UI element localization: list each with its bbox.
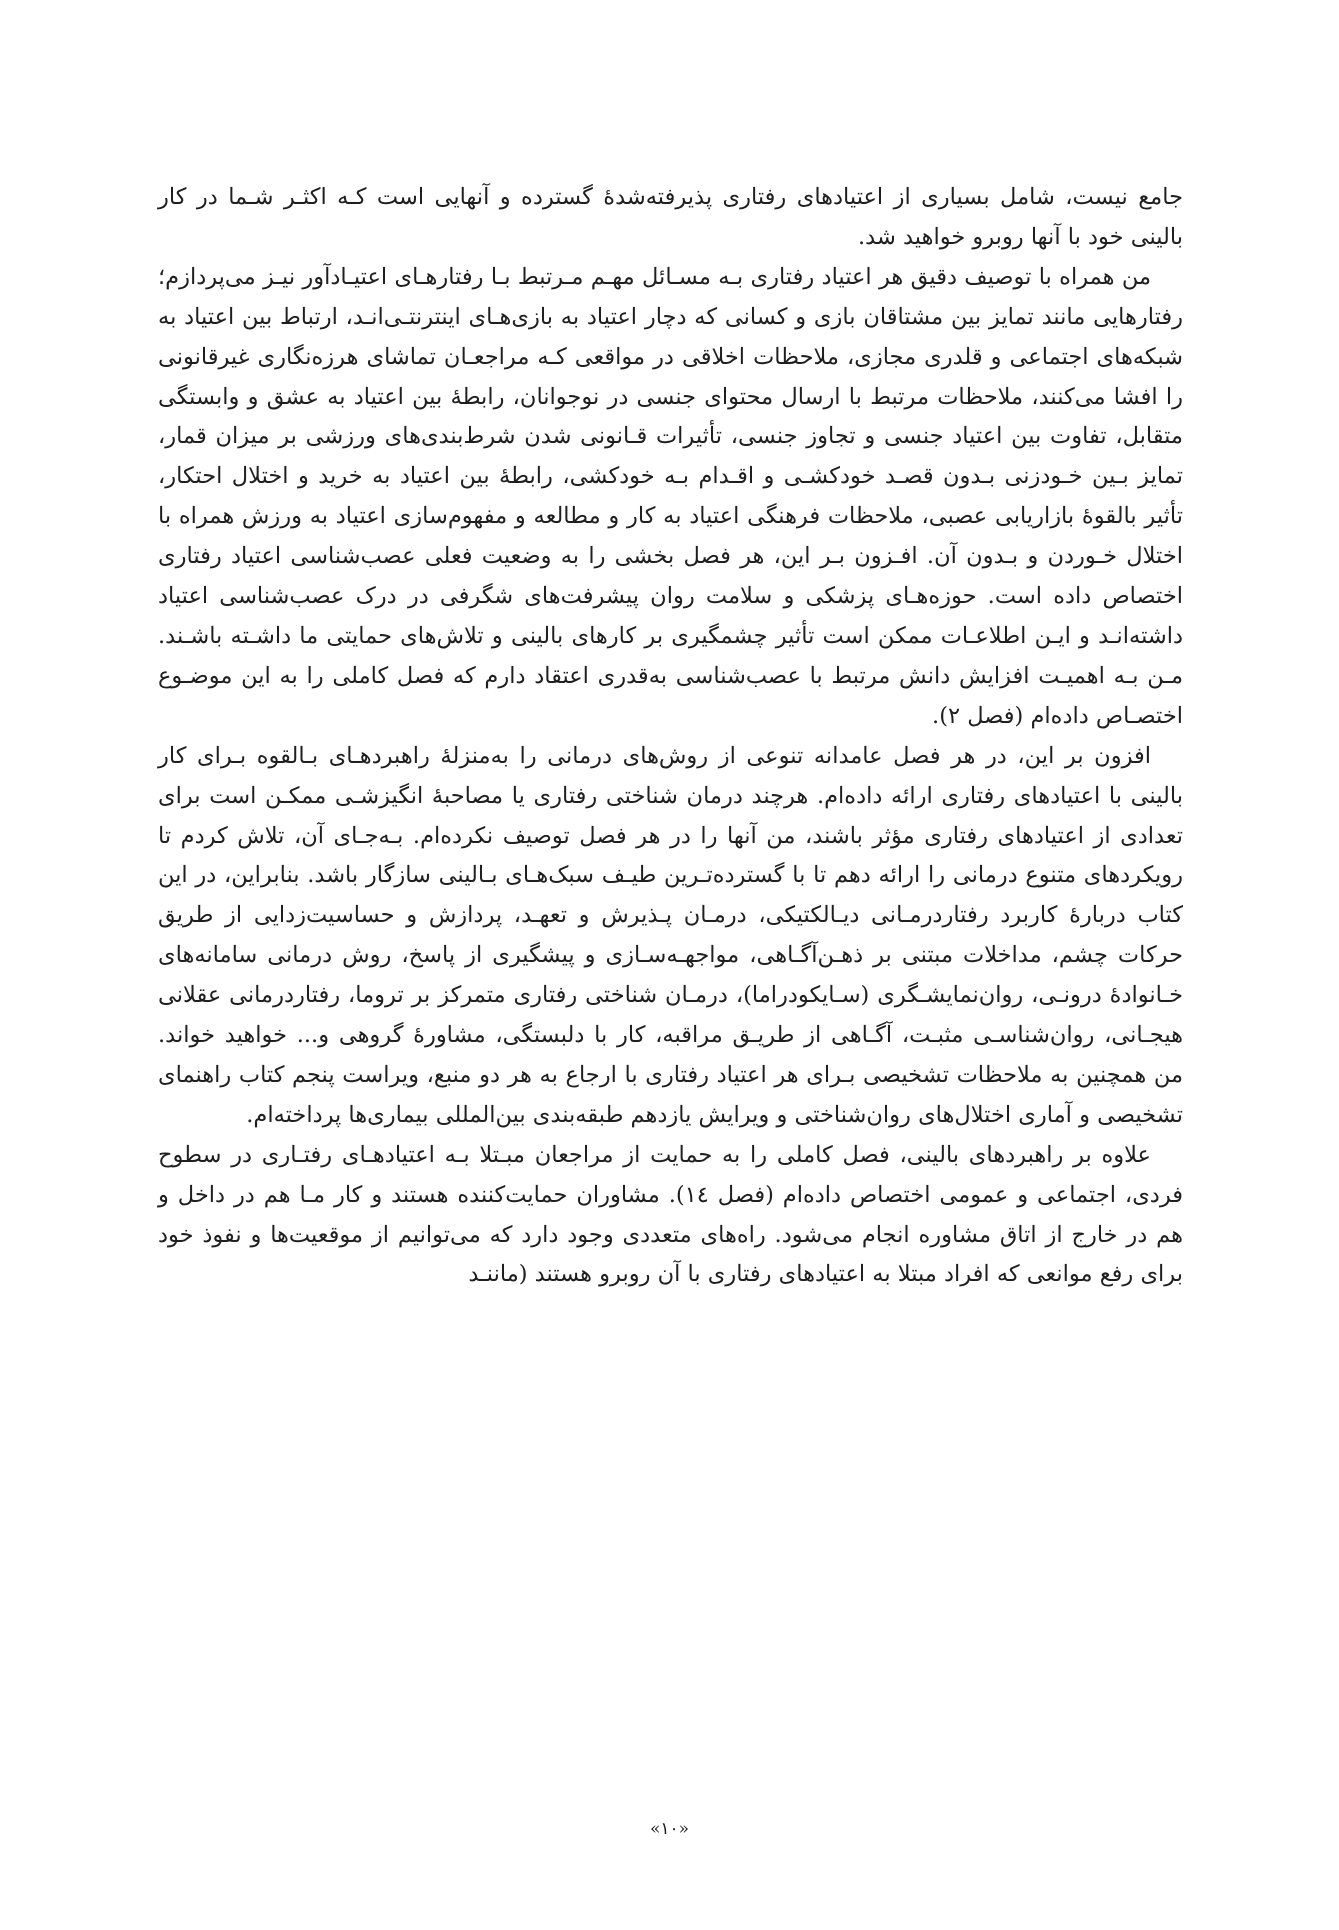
paragraph-treatment-methods: افزون بر این، در هر فصل عامدانه تنوعی از روش‌های درمانی را به‌منزلهٔ راهبردهـای بـالقوه بـرای کار بالینی با اعتیادهای رفتاری ارائه داده‌ام. هرچند درمان شناختی رفتاری یا مصاحبهٔ انگیزشـی ممکـن است برای تعدادی از اعتیادهای رفتاری مؤثر باشند، من آنها را در هر فصل توصیف نکرده‌ام. بـه‌جـای آن، تلاش کردم تا رویکردهای متنوع درمانی را ارائه دهم تا با گسترده‌تـرین طیـف سبک‌هـای بـالینی سازگار باشد. بنابراین، در این کتاب دربارهٔ کاربرد رفتاردرمـانی دیـالکتیکی، درمـان پـذیرش و تعهـد، پردازش و حساسیت‌زدایی از طریق حرکات چشم، مداخلات مبتنی بر ذهـن‌آگـاهی، مواجهـه‌سـازی و پیشگیری از پاسخ، روش درمانی سامانه‌های خـانوادهٔ درونـی، روان‌نمایشـگری (سـایکودراما)، درمـان شناختی رفتاری متمرکز بر تروما، رفتاردرمانی عقلانی هیجـانی، روان‌شناسـی مثبـت، آگـاهی از طریـق مراقبه، کار با دلبستگی، مشاورهٔ گروهی و... خواهید خواند. من همچنین به ملاحظات تشخیصی بـرای هر اعتیاد رفتاری با ارجاع به هر دو منبع، ویراست پنجم کتاب راهنمای تشخیصی و آماری اختلال‌های روان‌شناختی و ویرایش یازدهم طبقه‌بندی بین‌المللی بیماری‌ها پرداخته‌ام. — [158, 742, 1183, 1128]
body-text — [158, 178, 1183, 1295]
paragraph-addictive-behaviors: من همراه با توصیف دقیق هر اعتیاد رفتاری بـه مسـائل مهـم مـرتبط بـا رفتارهـای اعتیـادآور نیـز می‌پردازم؛ رفتارهایی مانند تمایز بین مشتاقان بازی و کسانی که دچار اعتیاد به بازی‌هـای اینترنتـی‌انـد، ارتباط بین اعتیاد به شبکه‌های اجتماعی و قلدری مجازی، ملاحظات اخلاقی در مواقعی کـه مراجعـان تماشای هرزه‌نگاری غیرقانونی را افشا می‌کنند، ملاحظات مرتبط با ارسال محتوای جنسی در نوجوانان، رابطهٔ بین اعتیاد به عشق و وابستگی متقابل، تفاوت بین اعتیاد جنسی و تجاوز جنسی، تأثیرات قـانونی شدن شرط‌بندی‌های ورزشی بر میزان قمار، تمایز بـین خـودزنی بـدون قصـد خودکشـی و اقـدام بـه خودکشی، رابطهٔ بین اعتیاد به خرید و اختلال احتکار، تأثیر بالقوهٔ بازاریابی عصبی، ملاحظات فرهنگی اعتیاد به کار و مطالعه و مفهوم‌سازی اعتیاد به ورزش همراه با اختلال خـوردن و بـدون آن. افـزون بـر این، هر فصل بخشی را به وضعیت فعلی عصب‌شناسی اعتیاد رفتاری اختصاص داده است. حوزه‌هـای پزشکی و سلامت روان پیشرفت‌های شگرفی در درک عصب‌شناسی اعتیاد داشته‌انـد و ایـن اطلاعـات ممکن است تأثیر چشمگیری بر کارهای بالینی و تلاش‌های حمایتی ما داشـته باشـند. مـن بـه اهمیـت افزایش دانش مرتبط با عصب‌شناسی به‌قدری اعتقاد دارم که فصل کاملی را به این موضـوع اختصـاص داده‌ام (فصل ۲). — [158, 263, 1183, 729]
paragraph-advocacy: علاوه بر راهبردهای بالینی، فصل کاملی را به حمایت از مراجعان مبـتلا بـه اعتیادهـای رفتـاری در سطوح فردی، اجتماعی و عمومی اختصاص داده‌ام (فصل ١٤). مشاوران حمایت‌کننده هستند و کار مـا هم در داخل و هم در خارج از اتاق مشاوره انجام می‌شود. راه‌های متعددی وجود دارد که می‌توانیم از موقعیت‌ها و نفوذ خود برای رفع موانعی که افراد مبتلا به اعتیادهای رفتاری با آن روبرو هستند (ماننـد — [158, 1141, 1183, 1288]
paragraph-continuation: جامع نیست، شامل بسیاری از اعتیادهای رفتاری پذیرفته‌شدهٔ گسترده و آنهایی است کـه اکثـر شـما در کار بالینی خود با آنها روبرو خواهید شد. — [158, 184, 1183, 250]
page-number: «۱۰» — [649, 1819, 690, 1839]
